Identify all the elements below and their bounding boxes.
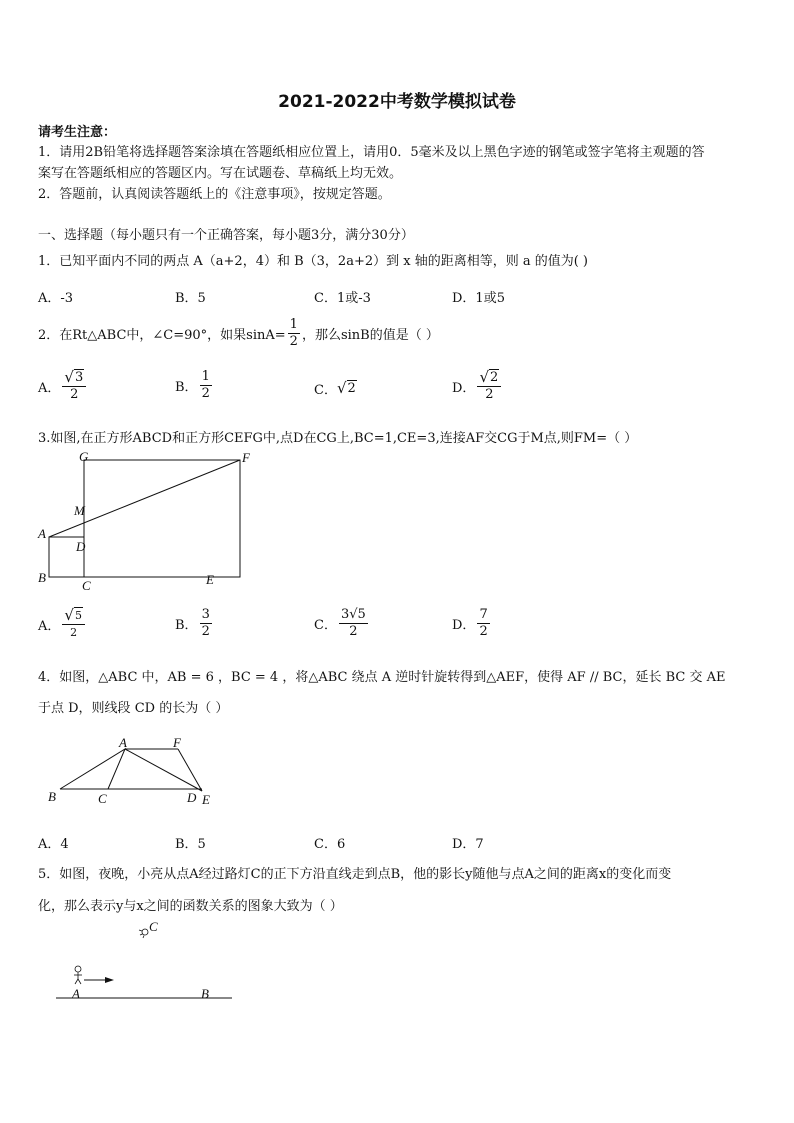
label-g: G: [79, 449, 89, 464]
q3-option-b-label: B．: [175, 618, 198, 633]
q2-option-b-num: 1: [201, 369, 210, 384]
label-c: C: [82, 578, 91, 593]
q2-option-a-den: 2: [70, 387, 79, 402]
q4-option-c[interactable]: C．6: [314, 837, 346, 852]
question-1-stem: 1．已知平面内不同的两点 A（a+2，4）和 B（3，2a+2）到 x 轴的距离相等，则 a 的值为( ): [38, 254, 589, 269]
triangle-abc: [60, 749, 125, 789]
page-title: 2021-2022中考数学模拟试卷: [278, 92, 516, 112]
q2-option-d[interactable]: [452, 369, 503, 403]
street-lamp-icon: [139, 929, 148, 938]
q2-option-d-label: D．: [452, 380, 476, 396]
q2-option-b-den: 2: [201, 386, 210, 401]
q2-stem-text-end: ，那么sinB的值是（ ）: [301, 328, 439, 343]
q4-option-b[interactable]: B．5: [175, 837, 206, 852]
q3-option-b-frac: [200, 607, 212, 640]
question-2-stem: [38, 317, 439, 350]
q2-option-a-radicand: 3: [74, 370, 84, 385]
q3-option-c-label: C．: [314, 618, 337, 633]
label-e: E: [202, 792, 210, 807]
q3-option-d[interactable]: [452, 607, 492, 640]
q3-option-a-radicand: 5: [74, 609, 82, 622]
label-f: F: [173, 735, 181, 750]
question-4-stem-cont: 于点 D，则线段 CD 的长为（ ）: [38, 701, 229, 716]
square-cefg: [84, 460, 240, 577]
q3-option-c-radicand: 5: [357, 607, 366, 622]
label-m: M: [74, 503, 85, 518]
q2-option-b-frac: [200, 369, 212, 402]
q4-option-a[interactable]: A．4: [38, 837, 69, 852]
q2-option-b[interactable]: [175, 369, 214, 402]
q3-option-c-den: 2: [349, 624, 358, 639]
q2-option-c-label: C．: [314, 383, 337, 398]
q1-option-a[interactable]: A．-3: [38, 291, 74, 306]
q2-option-d-radicand: 2: [490, 370, 499, 385]
question-4-stem: 4．如图，△ABC 中，AB = 6 ，BC = 4 ，将△ABC 绕点 A 逆时针旋转得到△AEF，使得 AF // BC，延长 BC 交 AE: [38, 670, 726, 685]
q2-option-c[interactable]: [314, 379, 357, 398]
q3-option-a[interactable]: [38, 607, 87, 641]
q1-option-c[interactable]: C．1或-3: [314, 291, 371, 306]
q3-option-d-num: 7: [479, 607, 488, 622]
q2-option-c-sqrt: √ 2: [336, 379, 356, 397]
q2-option-a-label: A．: [38, 380, 61, 396]
notice-item-1-cont: 案写在答题纸相应的答题区内。写在试题卷、草稿纸上均无效。: [38, 166, 403, 181]
q3-option-b[interactable]: [175, 607, 214, 640]
person-icon: [74, 966, 82, 984]
q2-stem-text: 2．在Rt△ABC中，∠C=90°，如果sinA=: [38, 328, 286, 343]
q2-option-b-label: B．: [175, 380, 198, 395]
q3-option-d-frac: [477, 607, 489, 640]
q2-option-a-frac: √ 3 2: [62, 369, 86, 403]
label-c: C: [98, 791, 107, 806]
label-d: D: [76, 539, 86, 554]
section-heading: 一、选择题（每小题只有一个正确答案，每小题3分，满分30分）: [38, 228, 414, 243]
q3-option-b-den: 2: [201, 624, 210, 639]
q3-option-c-coef: 3: [340, 607, 350, 622]
q2-option-d-frac: √ 2 2: [477, 369, 501, 403]
q2-option-d-den: 2: [485, 387, 494, 402]
question-5-stem: 5．如图，夜晚，小亮从点A经过路灯C的正下方沿直线走到点B，他的影长y随他与点A之间的距离x的变化而变: [38, 867, 672, 882]
label-a: A: [119, 735, 127, 750]
q5-figure: [50, 918, 240, 1008]
q3-option-d-label: D．: [452, 618, 476, 633]
q4-option-d[interactable]: D．7: [452, 837, 484, 852]
label-b: B: [38, 570, 46, 585]
label-a: A: [38, 526, 46, 541]
q1-option-d[interactable]: D．1或5: [452, 291, 505, 306]
q4-figure: [42, 735, 232, 810]
q2-option-c-radicand: 2: [347, 381, 356, 396]
q2-fraction-den: 2: [289, 334, 298, 349]
segment-af: [49, 460, 240, 537]
q3-figure: [34, 448, 250, 593]
label-d: D: [187, 790, 197, 805]
q3-option-a-den: 2: [70, 626, 78, 639]
label-c: C: [149, 919, 158, 934]
question-3-stem: 3.如图,在正方形ABCD和正方形CEFG中,点D在CG上,BC=1,CE=3,连接AF交CG于M点,则FM=（ ）: [38, 431, 638, 446]
question-5-stem-cont: 化，那么表示y与x之间的函数关系的图象大致为（ ）: [38, 899, 343, 914]
notice-item-1: 1．请用2B铅笔将选择题答案涂填在答题纸相应位置上，请用0．5毫米及以上黑色字迹的钢笔或签字笔将主观题的答: [38, 145, 705, 160]
notice-item-2: 2．答题前，认真阅读答题纸上的《注意事项》，按规定答题。: [38, 187, 391, 202]
q2-fraction: [288, 317, 300, 350]
q3-option-d-den: 2: [479, 624, 488, 639]
q3-option-c[interactable]: [314, 607, 370, 640]
label-a: A: [72, 986, 80, 1001]
q2-option-a[interactable]: [38, 369, 88, 403]
q1-option-b[interactable]: B．5: [175, 291, 206, 306]
label-b: B: [48, 789, 56, 804]
label-f: F: [242, 450, 250, 465]
q3-option-a-label: A．: [38, 618, 61, 634]
q3-option-c-frac: 3 √ 5 2: [340, 607, 366, 639]
arrow-right-icon: [84, 977, 114, 983]
q2-fraction-num: 1: [289, 317, 298, 332]
q3-option-b-num: 3: [201, 607, 210, 622]
label-b: B: [201, 986, 209, 1001]
notice-heading: 请考生注意：: [38, 125, 117, 140]
label-e: E: [206, 572, 214, 587]
q3-option-a-frac: √ 5 2: [62, 607, 85, 641]
